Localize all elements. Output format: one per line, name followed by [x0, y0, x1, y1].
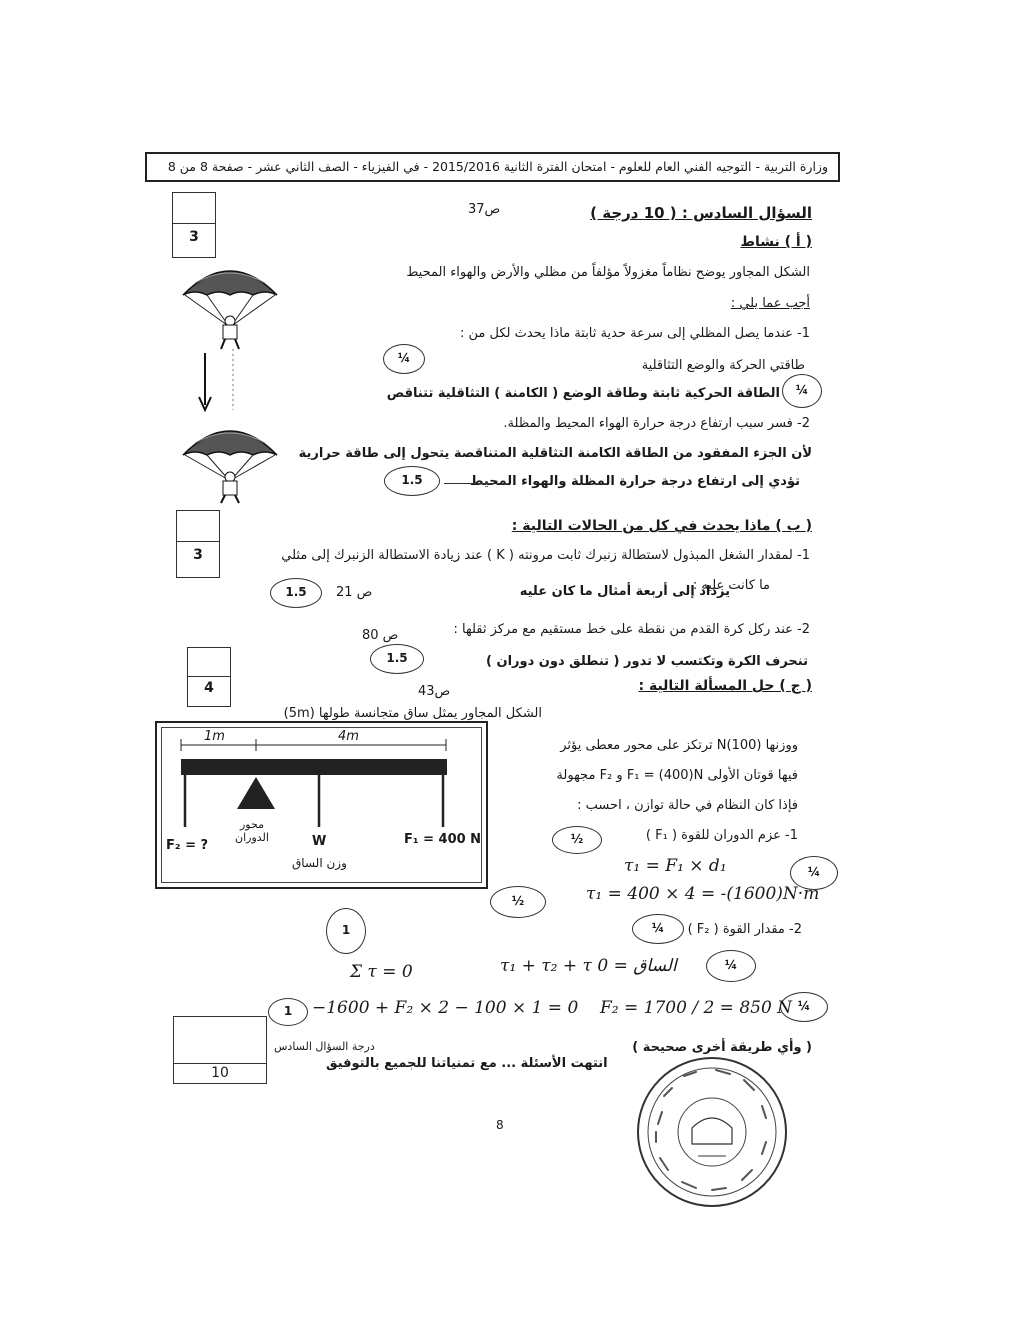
- c2-eq: τ₁ + τ₂ + τ الساق = 0: [500, 956, 677, 976]
- part-a-q2-answer-2: تؤدي إلى ارتفاع درجة حرارة المظلة والهواء المحيط: [469, 474, 800, 489]
- question-title: السؤال السادس : ( 10 درجة ): [590, 204, 812, 222]
- part-c-page-ref: ص43: [418, 684, 451, 699]
- part-a-q2-answer-1: لأن الجزء المفقود من الطاقة الكامنة التثاقلية المتناقصة يتحول إلى طاقة حرارية: [298, 446, 812, 461]
- fig-label-1m: 1m: [204, 729, 225, 744]
- part-b-q2: 2- عند ركل كرة القدم من نقطة على خط مستقيم مع مركز ثقلها :: [453, 622, 810, 637]
- part-b-q2-answer: تنحرف الكرة وتكتسب لا تدور ( تنطلق دون دوران ): [486, 654, 808, 669]
- mark-q2: 1.5: [384, 466, 440, 496]
- total-score-box: [173, 1016, 267, 1084]
- part-b-q1-ref: ص 21: [336, 585, 373, 600]
- mark-part-b-q1: 1.5: [270, 578, 322, 608]
- part-c-c1: 1- عزم الدوران للقوة ( F₁ ): [645, 828, 798, 843]
- parachutist-illustration: [175, 255, 285, 505]
- score-box-part-b: [176, 510, 220, 578]
- total-score: 10: [211, 1065, 229, 1081]
- fig-label-pivot: محور الدوران: [235, 818, 269, 844]
- part-a-q2: 2- فسر سبب ارتفاع درجة حرارة الهواء المحيط والمظلة.: [503, 416, 810, 431]
- score-box-part-a: [172, 192, 216, 258]
- fig-label-w: W: [312, 834, 327, 849]
- part-a-heading: ( أ ) نشاط: [740, 234, 812, 250]
- part-b-q1-line1: 1- لمقدار الشغل المبذول لاستطالة زنبرك ثابت مرونته ( K ) عند زيادة الاستطالة الزنبرك إلى مثلي: [281, 548, 810, 563]
- part-c-heading: ( ج ) حل المسألة التالية :: [638, 678, 812, 694]
- c1-calc: τ₁ = 400 × 4 = -(1600)N·m: [586, 884, 820, 904]
- score-part-c: 4: [204, 680, 214, 696]
- mark-c1-b: ¼: [790, 856, 838, 890]
- c2-result: F₂ = 1700 / 2 = 850 N: [600, 998, 793, 1018]
- part-a-intro: الشكل المجاور يوضح نظاماً مغزولاً مؤلفاً من مظلي والأرض والهواء المحيط: [406, 265, 810, 280]
- fig-label-weight: وزن الساق: [292, 856, 347, 870]
- mark-c1-c: ½: [490, 886, 546, 918]
- answer-line: [444, 483, 500, 484]
- mark-q1-b: ¼: [782, 374, 822, 408]
- part-a-q1-a: طاقتي الحركة والوضع التثاقلية: [641, 358, 805, 373]
- mark-c2-b: ¼: [706, 950, 756, 982]
- score-box-part-c: [187, 647, 231, 707]
- part-c-intro-3: فيها قوتان الأولى F₁ = (400)N و F₂ مجهولة: [556, 768, 798, 783]
- part-c-intro-1: الشكل المجاور يمثل ساق متجانسة طولها (5m): [283, 706, 542, 721]
- score-part-b: 3: [193, 547, 203, 563]
- mark-c2-d: 1: [326, 908, 366, 954]
- part-c-intro-2: ووزنها (100)N ترتكز على محور معطى يؤثر: [560, 738, 798, 753]
- mark-part-b-q2: 1.5: [370, 644, 424, 674]
- footer-note: ( وأي طريقة أخرى صحيحة ): [632, 1040, 812, 1055]
- mark-q1-a: ¼: [383, 344, 425, 374]
- fig-label-4m: 4m: [338, 729, 359, 744]
- part-a-task: أجب عما يلي :: [730, 296, 810, 311]
- c2-sum: Σ τ = 0: [350, 962, 413, 982]
- part-b-heading: ( ب ) ماذا يحدث في كل من الحالات التالية :: [511, 518, 812, 534]
- page-header: وزارة التربية - التوجيه الفني العام للعلوم - امتحان الفترة الثانية 2015/2016 - في الفيزياء - الصف الثاني عشر - صفحة 8 من 8: [145, 152, 840, 182]
- fig-label-f2: F₂ = ?: [166, 838, 209, 853]
- c2-calc: −1600 + F₂ × 2 − 100 × 1 = 0: [312, 998, 579, 1018]
- mark-c2: ¼: [632, 914, 684, 944]
- score-part-a: 3: [189, 229, 199, 245]
- part-b-q1-line2: ما كانت عليه :: [692, 578, 770, 593]
- total-label: درجة السؤال السادس: [274, 1040, 375, 1053]
- mark-c2-e: 1: [268, 998, 308, 1026]
- part-b-q1-answer: يزداد إلى أربعة أمثال ما كان عليه: [519, 584, 730, 599]
- part-c-intro-4: فإذا كان النظام في حالة توازن ، احسب :: [577, 798, 798, 813]
- page-number: 8: [496, 1118, 504, 1132]
- official-seal: [632, 1052, 792, 1212]
- fig-label-f1: F₁ = 400 N: [404, 832, 482, 847]
- c1-formula: τ₁ = F₁ × d₁: [624, 856, 727, 876]
- part-a-q1: 1- عندما يصل المظلي إلى سرعة حدية ثابتة ماذا يحدث لكل من :: [460, 326, 810, 341]
- part-b-q2-ref: ص 80: [362, 628, 399, 643]
- footer-end: انتهت الأسئلة ... مع تمنياتنا للجميع بالتوفيق: [326, 1056, 608, 1071]
- mark-c2-c: ¼: [780, 992, 828, 1022]
- part-c-c2: 2- مقدار القوة ( F₂ ): [687, 922, 802, 937]
- mark-c1: ½: [552, 826, 602, 854]
- part-a-q1-answer: الطاقة الحركية ثابتة وطاقة الوضع ( الكامنة ) التثاقلية تتناقص: [386, 386, 780, 401]
- page-ref-37: ص37: [468, 202, 501, 217]
